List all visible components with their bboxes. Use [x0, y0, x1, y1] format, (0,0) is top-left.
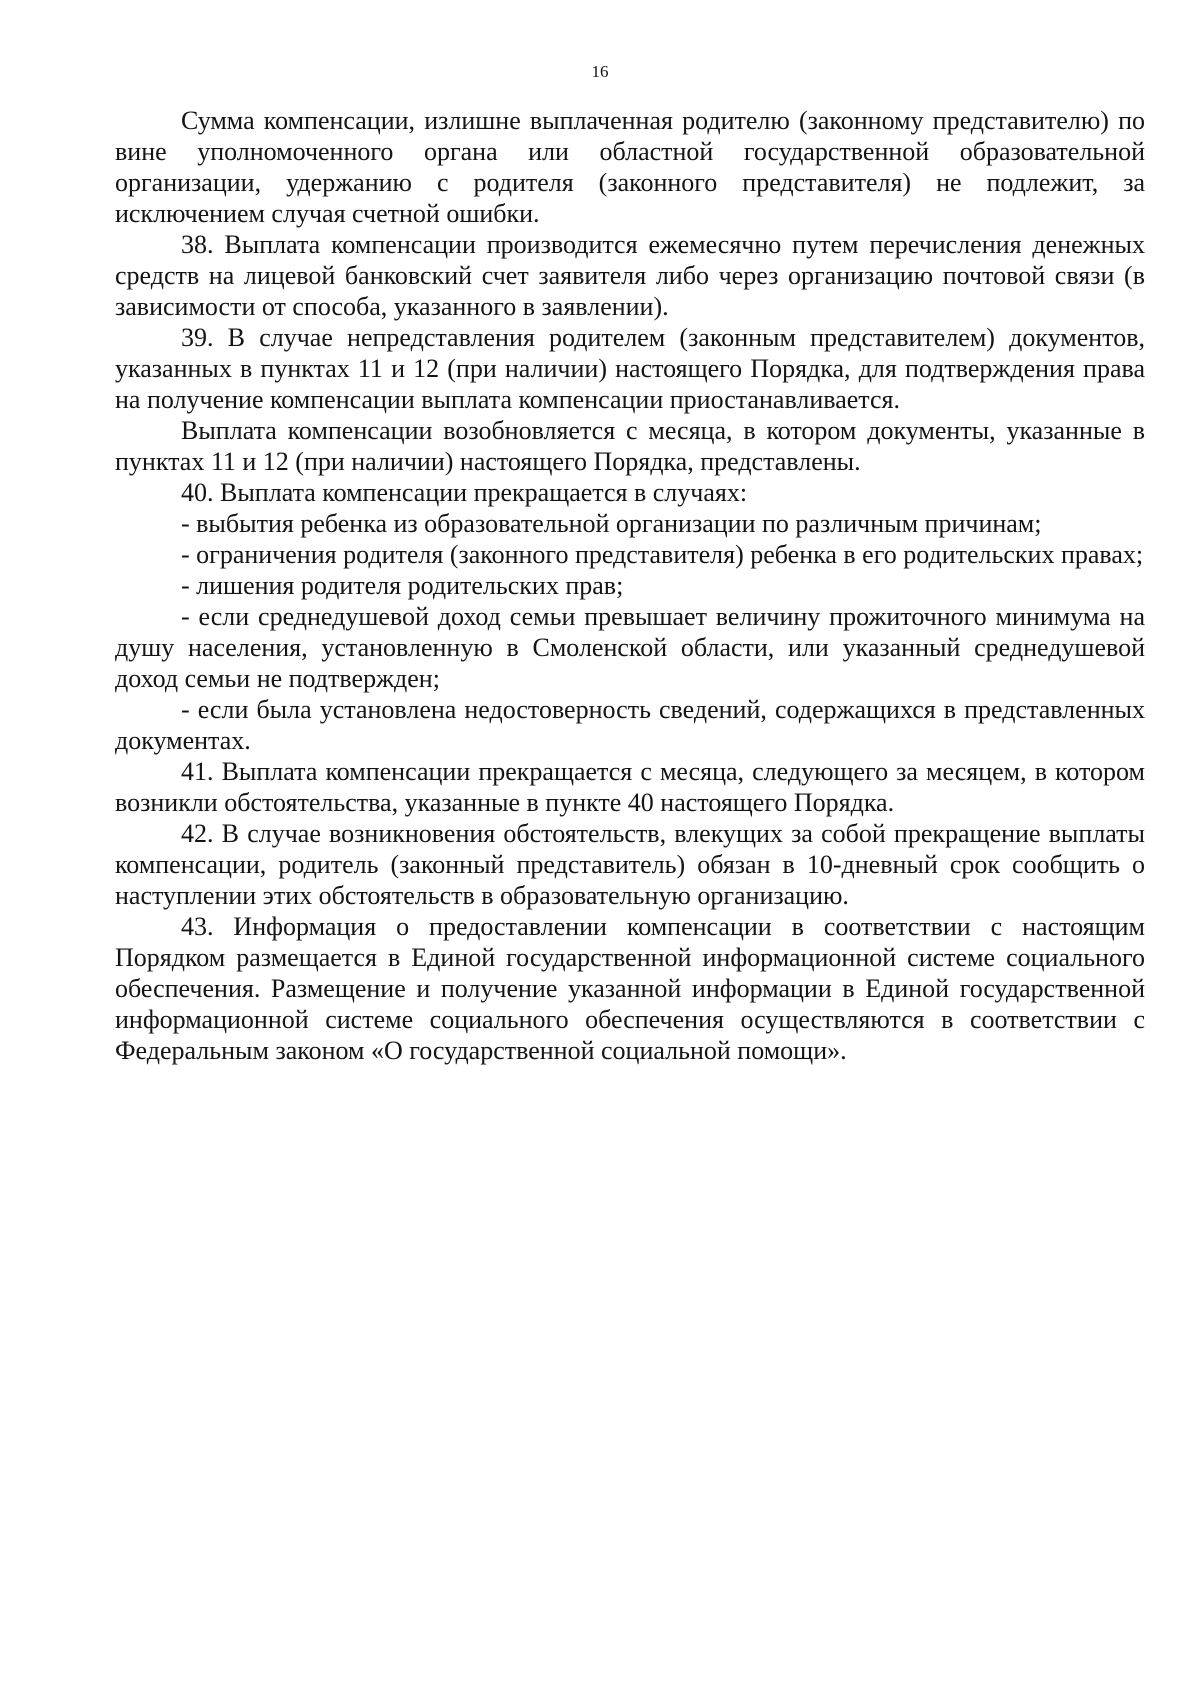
list-item-restriction: - ограничения родителя (законного представителя) ребенка в его родительских правах;: [181, 540, 1144, 569]
paragraph-resumption: Выплата компенсации возобновляется с месяца, в котором документы, указанные в пунктах 11 и 12 (при наличии) настоящего Порядка, представлены.: [115, 416, 1145, 476]
list-item-dropout: - выбытия ребенка из образовательной организации по различным причинам;: [181, 509, 1042, 538]
paragraph-item-40: 40. Выплата компенсации прекращается в случаях:: [181, 478, 748, 507]
paragraph-item-43: 43. Информация о предоставлении компенсации в соответствии с настоящим Порядком размещается в Единой государственной информационной системе социального обеспечения. Размещение и получение указанной информации в Единой государственной информационной системе социального обеспечения осуществляются в соответствии с Федеральным законом «О государственной социальной помощи».: [115, 912, 1145, 1065]
list-item-income: - если среднедушевой доход семьи превышает величину прожиточного минимума на душу населения, установленную в Смоленской области, или указанный среднедушевой доход семьи не подтвержден;: [115, 602, 1145, 693]
paragraph-item-39: 39. В случае непредставления родителем (законным представителем) документов, указанных в пунктах 11 и 12 (при наличии) настоящего Порядка, для подтверждения права на получение компенсации выплата компенсации приостанавливается.: [115, 323, 1145, 414]
document-body: [115, 105, 1145, 1066]
list-item-deprivation: - лишения родителя родительских прав;: [181, 571, 624, 600]
list-item-unreliable-info: - если была установлена недостоверность сведений, содержащихся в представленных документах.: [115, 695, 1145, 755]
paragraph-overpayment: Сумма компенсации, излишне выплаченная родителю (законному представителю) по вине уполномоченного органа или областной государственной образовательной организации, удержанию с родителя (законного представителя) не подлежит, за исключением случая счетной ошибки.: [115, 106, 1145, 228]
paragraph-item-41: 41. Выплата компенсации прекращается с месяца, следующего за месяцем, в котором возникли обстоятельства, указанные в пункте 40 настоящего Порядка.: [115, 757, 1145, 817]
page-number: 16: [591, 62, 609, 81]
paragraph-item-38: 38. Выплата компенсации производится ежемесячно путем перечисления денежных средств на лицевой банковский счет заявителя либо через организацию почтовой связи (в зависимости от способа, указанного в заявлении).: [115, 230, 1145, 321]
paragraph-item-42: 42. В случае возникновения обстоятельств, влекущих за собой прекращение выплаты компенсации, родитель (законный представитель) обязан в 10-дневный срок сообщить о наступлении этих обстоятельств в образовательную организацию.: [115, 819, 1145, 910]
